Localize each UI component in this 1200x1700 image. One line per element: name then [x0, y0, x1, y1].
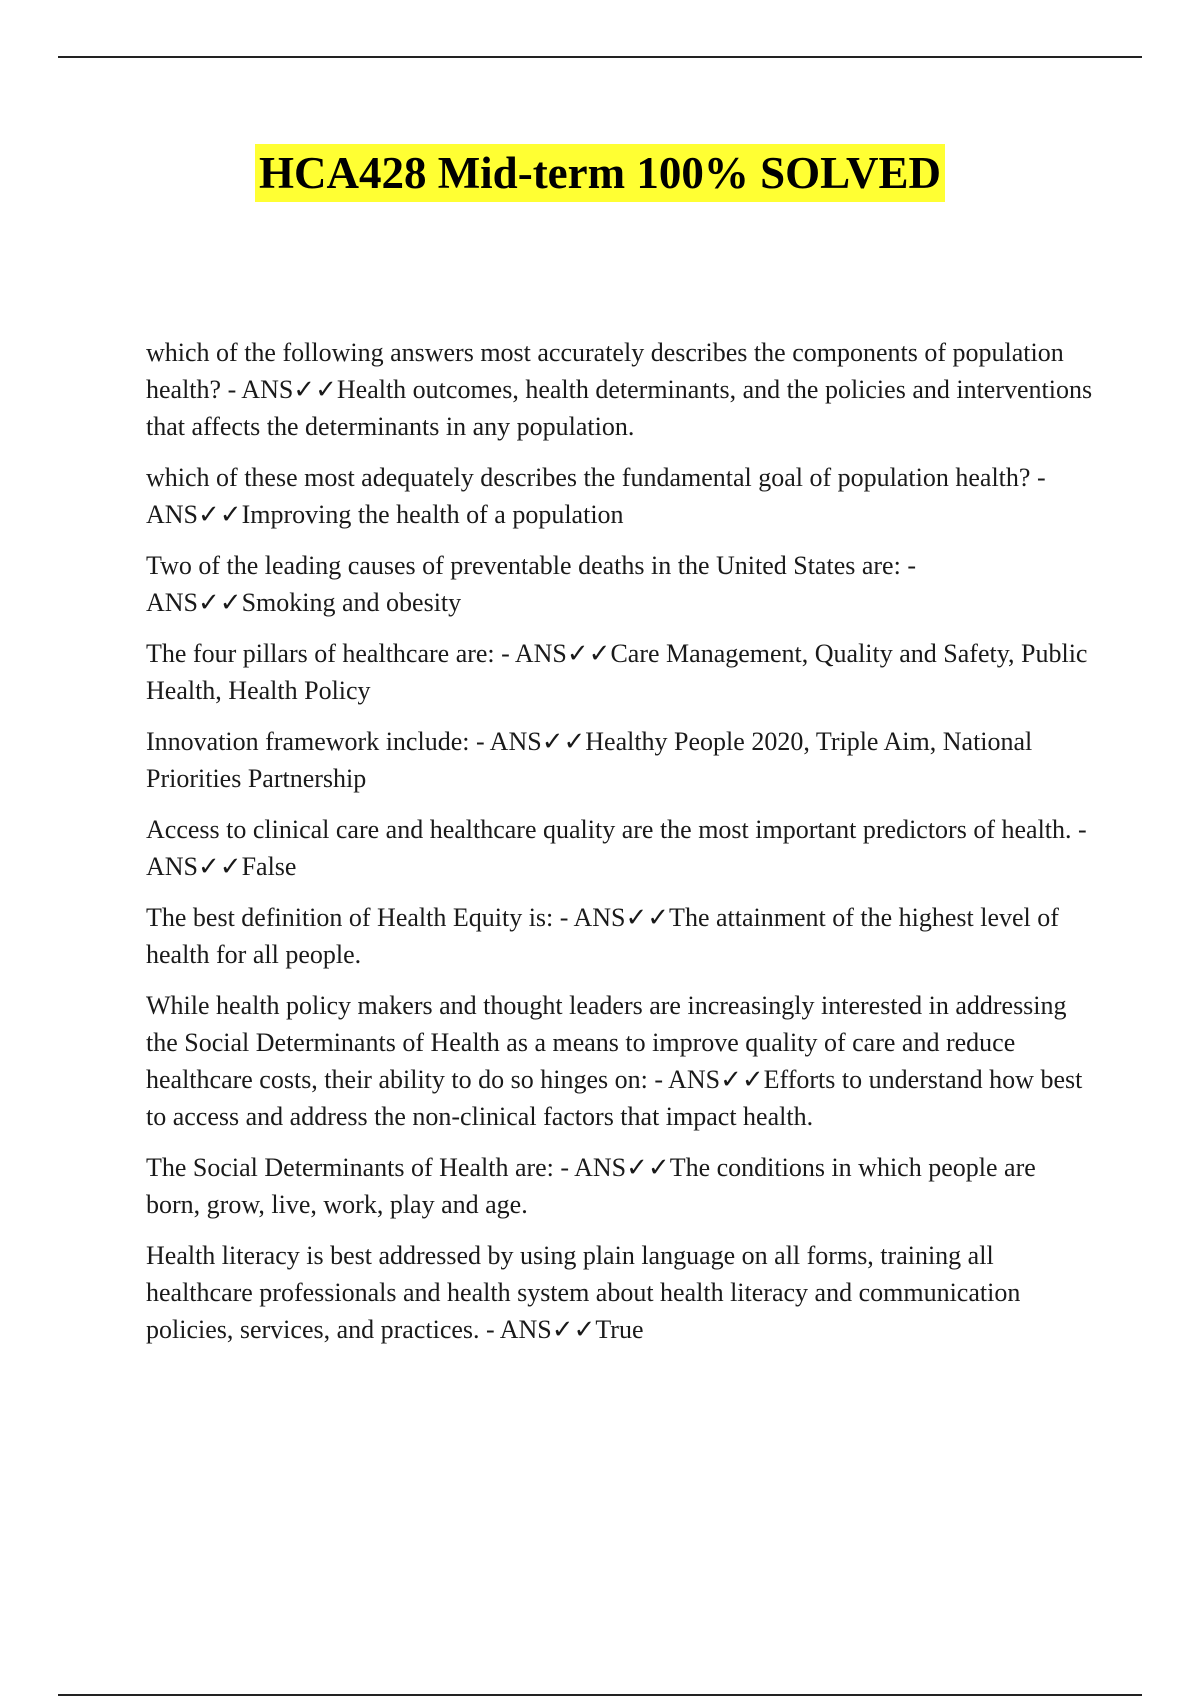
qa-item-7: The best definition of Health Equity is: - ANS✓✓The attainment of the highest level of health for all people. [146, 903, 1059, 969]
qa-item-10: Health literacy is best addressed by using plain language on all forms, training all healthcare professionals and health system about health literacy and communication policies, services, and practices. - ANS✓✓True [146, 1241, 1021, 1344]
qa-item-3: Two of the leading causes of preventable deaths in the United States are: - ANS✓✓Smoking and obesity [146, 551, 916, 617]
qa-item-5: Innovation framework include: - ANS✓✓Healthy People 2020, Triple Aim, National Priorities Partnership [146, 727, 1033, 793]
footer-rule [58, 1694, 1142, 1696]
qa-item-6: Access to clinical care and healthcare quality are the most important predictors of health. - ANS✓✓False [146, 815, 1087, 881]
qa-list [146, 334, 1096, 1362]
qa-item-9: The Social Determinants of Health are: - ANS✓✓The conditions in which people are born, grow, live, work, play and age. [146, 1153, 1036, 1219]
qa-item-4: The four pillars of healthcare are: - ANS✓✓Care Management, Quality and Safety, Public Health, Health Policy [146, 639, 1088, 705]
header-rule [58, 56, 1142, 58]
qa-item-8: While health policy makers and thought leaders are increasingly interested in addressing the Social Determinants of Health as a means to improve quality of care and reduce healthcare costs, their ability to do so hinges on: - ANS✓✓Efforts to understand how best to access and address the non-clinical factors that impact health. [146, 991, 1083, 1131]
document-title: HCA428 Mid-term 100% SOLVED [255, 144, 945, 202]
qa-item-1: which of the following answers most accurately describes the components of population health? - ANS✓✓Health outcomes, health determinants, and the policies and interventions that affects the determinants in any population. [146, 338, 1093, 441]
qa-item-2: which of these most adequately describes the fundamental goal of population health? - ANS✓✓Improving the health of a population [146, 463, 1046, 529]
title-block [0, 144, 1200, 202]
